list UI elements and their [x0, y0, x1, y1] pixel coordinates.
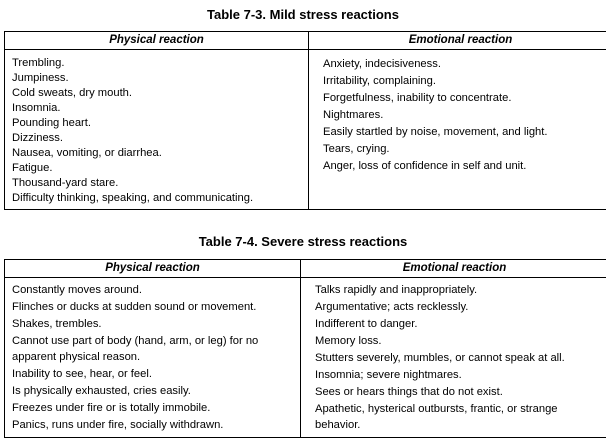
table-title-severe: Table 7-4. Severe stress reactions: [198, 234, 408, 249]
list-item: Pounding heart.: [12, 117, 91, 129]
list-item: Difficulty thinking, speaking, and communicating.: [12, 192, 254, 204]
physical-cell: [5, 278, 301, 438]
list-item: Fatigue.: [12, 162, 53, 174]
list-item: Argumentative; acts recklessly.: [315, 301, 469, 313]
list-item: Anxiety, indecisiveness.: [323, 58, 441, 70]
list-item: Cannot use part of body (hand, arm, or leg) for no apparent physical reason.: [12, 335, 259, 363]
mild-stress-table: [4, 31, 606, 210]
list-item: Memory loss.: [315, 335, 382, 347]
emotional-cell: [301, 278, 606, 438]
list-item: Irritability, complaining.: [323, 75, 436, 87]
physical-cell: [5, 50, 309, 210]
list-item: Sees or hears things that do not exist.: [315, 386, 503, 398]
list-item: Insomnia; severe nightmares.: [315, 369, 462, 381]
list-item: Trembling.: [12, 57, 65, 69]
list-item: Freezes under fire or is totally immobile.: [12, 401, 211, 414]
physical-header: Physical reaction: [5, 260, 301, 278]
list-item: Insomnia.: [12, 102, 61, 114]
table-title-mild: Table 7-3. Mild stress reactions: [207, 7, 399, 22]
list-item: Stutters severely, mumbles, or cannot speak at all.: [315, 352, 565, 364]
list-item: Inability to see, hear, or feel.: [12, 367, 152, 380]
list-item: Shakes, trembles.: [12, 318, 102, 330]
physical-header: Physical reaction: [5, 32, 309, 50]
list-item: Tears, crying.: [323, 143, 390, 155]
list-item: Nausea, vomiting, or diarrhea.: [12, 147, 162, 159]
list-item: Cold sweats, dry mouth.: [12, 87, 133, 99]
emotional-cell: [309, 50, 606, 210]
list-item: Constantly moves around.: [12, 284, 142, 296]
list-item: Jumpiness.: [12, 72, 69, 84]
list-item: Dizziness.: [12, 132, 63, 144]
severe-stress-table: [4, 259, 606, 438]
list-item: Nightmares.: [323, 109, 384, 121]
list-item: Forgetfulness, inability to concentrate.: [323, 92, 512, 104]
list-item: Easily startled by noise, movement, and light.: [323, 126, 548, 138]
list-item: Indifferent to danger.: [315, 318, 418, 330]
list-item: Talks rapidly and inappropriately.: [315, 284, 478, 296]
list-item: Anger, loss of confidence in self and unit.: [323, 160, 527, 172]
list-item: Is physically exhausted, cries easily.: [12, 384, 191, 397]
list-item: Thousand-yard stare.: [12, 177, 119, 189]
emotional-header: Emotional reaction: [309, 32, 606, 50]
list-item: Flinches or ducks at sudden sound or movement.: [12, 301, 257, 313]
emotional-header: Emotional reaction: [301, 260, 606, 278]
list-item: Apathetic, hysterical outbursts, frantic, or strange behavior.: [315, 403, 558, 431]
list-item: Panics, runs under fire, socially withdrawn.: [12, 418, 224, 431]
